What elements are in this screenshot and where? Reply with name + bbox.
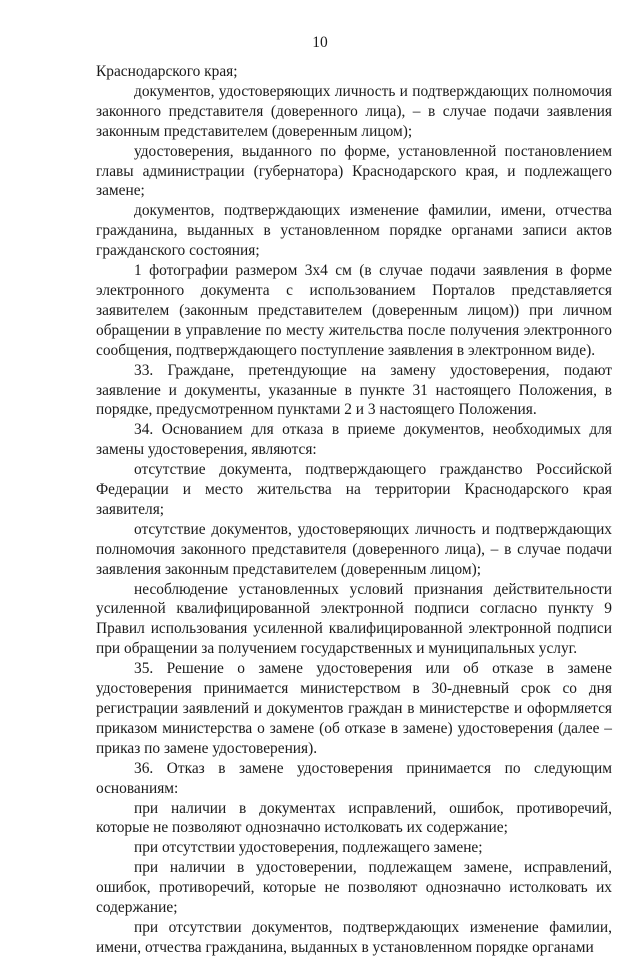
paragraph-item-36: 36. Отказ в замене удостоверения принимается по следующим основаниям:: [96, 759, 612, 797]
paragraph: при отсутствии удостоверения, подлежащего замене;: [134, 839, 483, 857]
paragraph: документов, подтверждающих изменение фамилии, имени, отчества гражданина, выданных в установленном порядке органами записи актов гражданского состояния;: [96, 202, 612, 260]
paragraph: документов, удостоверяющих личность и подтверждающих полномочия законного представителя (доверенного лица), – в случае подачи заявления законным представителем (доверенным лицом);: [96, 82, 612, 140]
paragraph: при наличии в удостоверении, подлежащем замене, исправлений, ошибок, противоречий, которые не позволяют однозначно истолковать их содержание;: [96, 859, 612, 917]
document-body: [96, 62, 612, 958]
paragraph-item-35: 35. Решение о замене удостоверения или об отказе в замене удостоверения принимается министерством в 30-дневный срок со дня регистрации заявлений и документов граждан в министерстве и оформляется приказом министерства о замене (об отказе в замене) удостоверения (далее – приказ по замене удостоверения).: [96, 660, 612, 757]
page-number: 10: [312, 34, 328, 51]
paragraph: при наличии в документах исправлений, ошибок, противоречий, которые не позволяют однозначно истолковать их содержание;: [96, 799, 612, 837]
paragraph: несоблюдение установленных условий признания действительности усиленной квалифицированной электронной подписи согласно пункту 9 Правил использования усиленной квалифицированной электронной подписи при обращении за получением государственных и муниципальных услуг.: [96, 580, 612, 658]
paragraph: Краснодарского края;: [96, 63, 238, 80]
paragraph-item-34: 34. Основанием для отказа в приеме документов, необходимых для замены удостоверения, являются:: [96, 421, 612, 459]
paragraph: при отсутствии документов, подтверждающих изменение фамилии, имени, отчества гражданина, выданных в установленном порядке органами: [96, 918, 612, 956]
paragraph-item-33: 33. Граждане, претендующие на замену удостоверения, подают заявление и документы, указанные в пункте 31 настоящего Положения, в порядке, предусмотренном пунктами 2 и 3 настоящего Положения.: [96, 361, 612, 419]
paragraph: удостоверения, выданного по форме, установленной постановлением главы администрации (губернатора) Краснодарского края, и подлежащего замене;: [96, 142, 612, 200]
paragraph: 1 фотографии размером 3х4 см (в случае подачи заявления в форме электронного документа с использованием Порталов представляется заявителем (законным представителем (доверенным лицом)) при личном обращении в управление по месту жительства после получения электронного сообщения, подтверждающего поступление заявления в электронном виде).: [96, 262, 612, 359]
paragraph: отсутствие документа, подтверждающего гражданство Российской Федерации и место жительства на территории Краснодарского края заявителя;: [96, 461, 612, 518]
paragraph: отсутствие документов, удостоверяющих личность и подтверждающих полномочия законного представителя (доверенного лица), – в случае подачи заявления законным представителем (доверенным лицом);: [96, 520, 612, 578]
